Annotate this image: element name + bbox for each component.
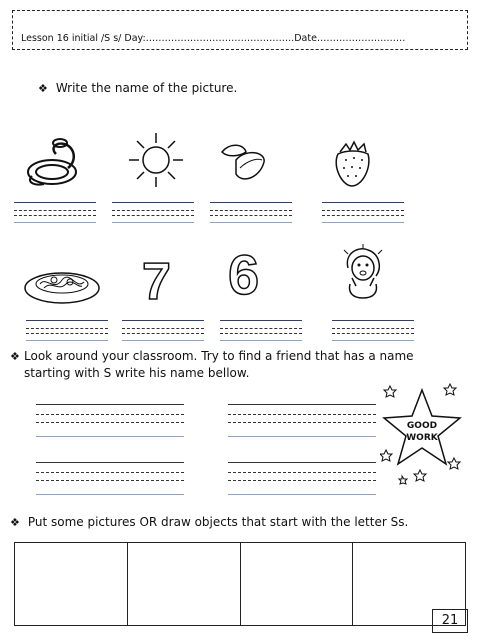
drawing-box-3[interactable] (241, 543, 354, 625)
name-lines-1[interactable] (36, 404, 184, 438)
instruction-friend-name (10, 348, 414, 382)
writing-lines-5[interactable] (26, 320, 108, 340)
seven-icon: 7 (142, 253, 171, 311)
badge-text-top: GOOD (406, 421, 438, 431)
drawing-box-1[interactable] (15, 543, 128, 625)
instruction-write-names (38, 80, 237, 97)
drawing-box-2[interactable] (128, 543, 241, 625)
writing-lines-7[interactable] (220, 320, 302, 340)
name-lines-4[interactable] (228, 462, 376, 496)
writing-lines-3[interactable] (210, 202, 292, 222)
instruction-line-1: Look around your classroom. Try to find a friend that has a name (24, 349, 414, 363)
instruction-draw-objects (10, 514, 408, 531)
lesson-header: Lesson 16 initial /S s/ Day:………………………………………..Date………………….…… (21, 33, 406, 44)
scared-girl-icon (338, 244, 388, 304)
name-lines-2[interactable] (228, 404, 376, 438)
instruction-line-2: starting with S write his name bellow. (24, 366, 250, 380)
header-box (12, 10, 468, 50)
name-lines-3[interactable] (36, 462, 184, 496)
writing-lines-1[interactable] (14, 202, 96, 222)
instruction-text: Put some pictures OR draw objects that start with the letter Ss. (27, 515, 409, 529)
strawberry-icon (330, 140, 376, 190)
page-number: 21 (432, 609, 468, 633)
sun-icon (126, 130, 186, 190)
bullet-diamond-icon: ❖ (38, 82, 48, 95)
writing-lines-4[interactable] (322, 202, 404, 222)
bullet-diamond-icon: ❖ (10, 350, 20, 363)
drawing-boxes (14, 542, 466, 626)
spaghetti-icon (22, 262, 102, 308)
badge-text-bottom: WORK (406, 433, 438, 443)
six-icon: 6 (228, 243, 260, 306)
writing-lines-2[interactable] (112, 202, 194, 222)
seeds-icon (216, 138, 272, 188)
writing-lines-6[interactable] (122, 320, 204, 340)
good-work-star-icon (380, 380, 464, 488)
snake-icon (22, 132, 88, 188)
writing-lines-8[interactable] (332, 320, 414, 340)
instruction-text: Write the name of the picture. (55, 81, 238, 95)
bullet-diamond-icon: ❖ (10, 516, 20, 529)
